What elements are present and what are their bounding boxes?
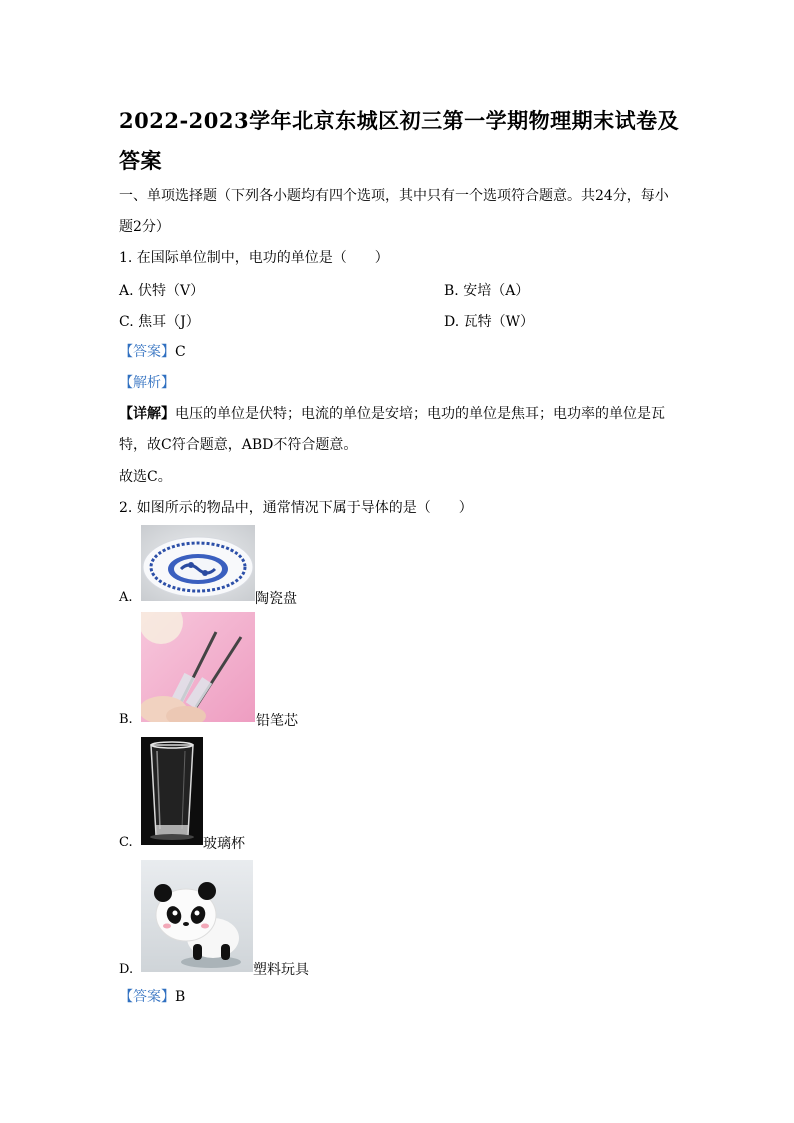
plastic-toy-image bbox=[141, 860, 253, 972]
q1-answer-line bbox=[119, 342, 186, 362]
page-title: 2022-2023学年北京东城区初三第一学期物理期末试卷及答案 bbox=[119, 108, 680, 173]
q2-answer: B bbox=[175, 989, 186, 1005]
section-heading: 一、单项选择题（下列各小题均有四个选项，其中只有一个选项符合题意。共24分，每小题2分） bbox=[119, 188, 669, 235]
q2-option-c-caption: 玻璃杯 bbox=[203, 836, 245, 852]
q2-option-a-letter: A. bbox=[119, 590, 133, 605]
q1-detail bbox=[119, 399, 679, 461]
q1-conclusion: 故选C。 bbox=[119, 469, 172, 485]
glass-cup-image bbox=[141, 737, 203, 845]
q1-option-b: B. 安培（A） bbox=[444, 283, 530, 299]
q2-answer-line bbox=[119, 987, 185, 1007]
answer-tag: 【答案】 bbox=[119, 989, 175, 1005]
pencil-lead-image bbox=[141, 612, 255, 722]
q2-option-b-letter: B. bbox=[119, 712, 133, 727]
ceramic-plate-image bbox=[141, 525, 255, 601]
q2-option-b-caption: 铅笔芯 bbox=[256, 713, 298, 729]
q1-option-c: C. 焦耳（J） bbox=[119, 314, 200, 330]
q1-option-d: D. 瓦特（W） bbox=[444, 314, 535, 330]
q2-option-a-caption: 陶瓷盘 bbox=[255, 591, 297, 607]
question-1-stem: 1. 在国际单位制中，电功的单位是（ ） bbox=[119, 250, 389, 266]
question-2-stem: 2. 如图所示的物品中，通常情况下属于导体的是（ ） bbox=[119, 500, 473, 516]
q2-option-d-letter: D. bbox=[119, 962, 134, 977]
answer-tag: 【答案】 bbox=[119, 344, 175, 360]
analysis-tag: 【解析】 bbox=[119, 375, 175, 391]
q1-answer: C bbox=[175, 344, 186, 360]
q1-option-a: A. 伏特（V） bbox=[119, 283, 205, 299]
q2-option-d-caption: 塑料玩具 bbox=[253, 962, 309, 978]
detail-tag: 【详解】 bbox=[119, 406, 175, 422]
q2-option-c-letter: C. bbox=[119, 835, 133, 850]
q1-detail-text: 电压的单位是伏特；电流的单位是安培；电功的单位是焦耳；电功率的单位是瓦特，故C符合题意，ABD不符合题意。 bbox=[119, 406, 665, 453]
